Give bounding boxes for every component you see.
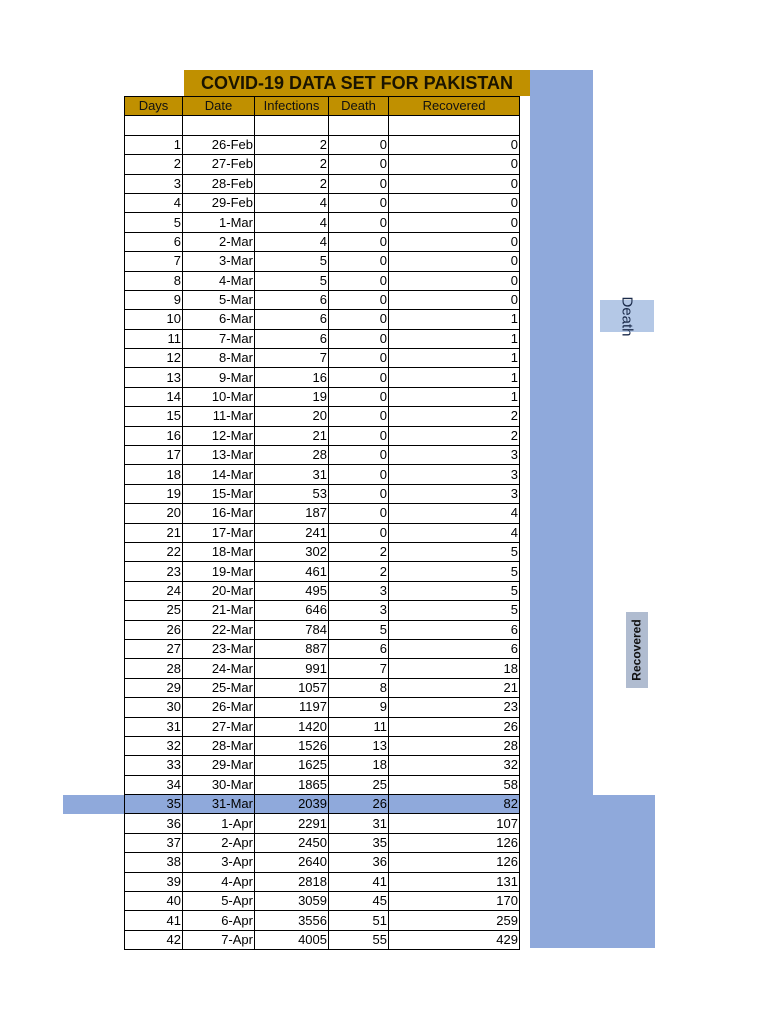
cell-days[interactable]: 40 [125,892,183,911]
cell-death[interactable]: 0 [329,349,389,368]
cell-recovered[interactable]: 3 [389,484,520,503]
cell-days[interactable]: 7 [125,252,183,271]
cell-days[interactable]: 36 [125,814,183,833]
cell-recovered[interactable]: 18 [389,659,520,678]
table-row [125,271,520,290]
cell-days[interactable]: 37 [125,833,183,852]
cell-days[interactable]: 33 [125,756,183,775]
cell-infections[interactable]: 4 [255,232,329,251]
cell-death[interactable]: 9 [329,698,389,717]
cell-infections[interactable]: 2291 [255,814,329,833]
cell-date[interactable]: 1-Apr [183,814,255,833]
cell-date[interactable]: 6-Apr [183,911,255,930]
cell-date[interactable]: 5-Apr [183,892,255,911]
table-row [125,678,520,697]
cell-death[interactable]: 26 [329,795,389,814]
table-row [125,213,520,232]
cell-infections[interactable]: 461 [255,562,329,581]
cell-infections[interactable]: 1526 [255,736,329,755]
cell-death[interactable]: 0 [329,193,389,212]
cell-days[interactable]: 3 [125,174,183,193]
cell[interactable] [329,116,389,135]
cell-death[interactable]: 0 [329,484,389,503]
cell-date[interactable]: 26-Feb [183,135,255,154]
cell-infections[interactable]: 6 [255,310,329,329]
cell-infections[interactable]: 53 [255,484,329,503]
cell[interactable] [255,116,329,135]
cell-date[interactable]: 7-Apr [183,930,255,949]
cell-death[interactable]: 51 [329,911,389,930]
cell-recovered[interactable]: 1 [389,387,520,406]
cell-infections[interactable]: 887 [255,639,329,658]
cell-recovered[interactable]: 82 [389,795,520,814]
cell-infections[interactable]: 302 [255,542,329,561]
table-row [125,911,520,930]
cell-date[interactable]: 31-Mar [183,795,255,814]
cell-infections[interactable]: 2640 [255,853,329,872]
cell-death[interactable]: 2 [329,562,389,581]
table-row [125,756,520,775]
cell-date[interactable]: 3-Apr [183,853,255,872]
cell-date[interactable]: 25-Mar [183,678,255,697]
selection-bar-left [63,795,124,814]
cell-days[interactable]: 1 [125,135,183,154]
table-row [125,155,520,174]
cell-recovered[interactable]: 0 [389,155,520,174]
cell-days[interactable]: 13 [125,368,183,387]
cell-infections[interactable]: 495 [255,581,329,600]
table-row [125,601,520,620]
cell-death[interactable]: 18 [329,756,389,775]
cell-recovered[interactable]: 107 [389,814,520,833]
cell-infections[interactable]: 3556 [255,911,329,930]
table-row [125,853,520,872]
cell-infections[interactable]: 2039 [255,795,329,814]
cell-death[interactable]: 55 [329,930,389,949]
cell-days[interactable]: 26 [125,620,183,639]
cell-infections[interactable]: 784 [255,620,329,639]
cell-recovered[interactable]: 1 [389,310,520,329]
header-row [125,97,520,116]
cell-date[interactable]: 16-Mar [183,504,255,523]
cell-infections[interactable]: 6 [255,290,329,309]
table-row [125,523,520,542]
cell-date[interactable]: 9-Mar [183,368,255,387]
cell-days[interactable]: 2 [125,155,183,174]
table-row [125,620,520,639]
recovered-chart-label[interactable] [626,612,648,688]
cell-recovered[interactable]: 4 [389,504,520,523]
cell-death[interactable]: 31 [329,814,389,833]
cell-date[interactable]: 19-Mar [183,562,255,581]
cell-death[interactable]: 0 [329,504,389,523]
cell[interactable] [125,116,183,135]
table-row [125,639,520,658]
cell-date[interactable]: 26-Mar [183,698,255,717]
table-row [125,484,520,503]
table-row [125,542,520,561]
cell-recovered[interactable]: 259 [389,911,520,930]
cell-death[interactable]: 0 [329,310,389,329]
cell-infections[interactable]: 28 [255,446,329,465]
cell-death[interactable]: 5 [329,620,389,639]
cell-recovered[interactable]: 131 [389,872,520,891]
table-row [125,465,520,484]
header-infections[interactable]: Infections [255,97,329,116]
cell-date[interactable]: 28-Feb [183,174,255,193]
cell-infections[interactable]: 4005 [255,930,329,949]
table-row [125,833,520,852]
header-death[interactable]: Death [329,97,389,116]
cell-recovered[interactable]: 0 [389,271,520,290]
table-row [125,930,520,949]
cell[interactable] [389,116,520,135]
cell-recovered[interactable]: 5 [389,581,520,600]
cell-days[interactable]: 20 [125,504,183,523]
chart-shape-bottom [530,795,655,948]
cell-death[interactable]: 36 [329,853,389,872]
cell-infections[interactable]: 5 [255,252,329,271]
cell-recovered[interactable]: 58 [389,775,520,794]
cell-death[interactable]: 35 [329,833,389,852]
cell-days[interactable]: 18 [125,465,183,484]
cell-death[interactable]: 7 [329,659,389,678]
cell-days[interactable]: 12 [125,349,183,368]
cell-recovered[interactable]: 0 [389,232,520,251]
cell-date[interactable]: 11-Mar [183,407,255,426]
cell-death[interactable]: 0 [329,523,389,542]
cell-days[interactable]: 27 [125,639,183,658]
cell-date[interactable]: 22-Mar [183,620,255,639]
cell-death[interactable]: 0 [329,446,389,465]
header-recovered[interactable]: Recovered [389,97,520,116]
sheet-title: COVID-19 DATA SET FOR PAKISTAN [184,70,530,96]
cell-death[interactable]: 0 [329,213,389,232]
cell-days[interactable]: 21 [125,523,183,542]
cell-infections[interactable]: 21 [255,426,329,445]
cell-infections[interactable]: 646 [255,601,329,620]
cell-recovered[interactable]: 0 [389,290,520,309]
table-body [125,116,520,950]
table-row [125,698,520,717]
cell-death[interactable]: 0 [329,135,389,154]
cell-recovered[interactable]: 0 [389,174,520,193]
cell-recovered[interactable]: 1 [389,368,520,387]
cell-death[interactable]: 0 [329,387,389,406]
cell-recovered[interactable]: 5 [389,542,520,561]
table-row [125,310,520,329]
cell-date[interactable]: 17-Mar [183,523,255,542]
cell-death[interactable]: 0 [329,271,389,290]
cell-death[interactable]: 0 [329,407,389,426]
cell-infections[interactable]: 1197 [255,698,329,717]
cell-death[interactable]: 45 [329,892,389,911]
cell-date[interactable]: 24-Mar [183,659,255,678]
cell-recovered[interactable]: 23 [389,698,520,717]
table-row [125,426,520,445]
cell-recovered[interactable]: 21 [389,678,520,697]
cell-days[interactable]: 4 [125,193,183,212]
table-row [125,407,520,426]
cell-date[interactable]: 8-Mar [183,349,255,368]
cell-infections[interactable]: 2818 [255,872,329,891]
cell-recovered[interactable]: 0 [389,213,520,232]
table-row [125,795,520,814]
cell-infections[interactable]: 187 [255,504,329,523]
cell-days[interactable]: 10 [125,310,183,329]
cell-date[interactable]: 1-Mar [183,213,255,232]
cell-days[interactable]: 35 [125,795,183,814]
cell-recovered[interactable]: 0 [389,135,520,154]
cell-date[interactable]: 29-Feb [183,193,255,212]
table-row [125,193,520,212]
cell-death[interactable]: 0 [329,252,389,271]
table-row [125,252,520,271]
cell-days[interactable]: 29 [125,678,183,697]
cell-days[interactable]: 22 [125,542,183,561]
table-row [125,290,520,309]
cell-recovered[interactable]: 5 [389,562,520,581]
cell-date[interactable]: 10-Mar [183,387,255,406]
table-row [125,135,520,154]
table-row [125,659,520,678]
table-row [125,387,520,406]
cell-death[interactable]: 0 [329,174,389,193]
cell-date[interactable]: 30-Mar [183,775,255,794]
cell-days[interactable]: 30 [125,698,183,717]
cell-recovered[interactable]: 2 [389,426,520,445]
cell-infections[interactable]: 7 [255,349,329,368]
cell-infections[interactable]: 3059 [255,892,329,911]
cell-infections[interactable]: 2 [255,155,329,174]
table-row [125,814,520,833]
cell-date[interactable]: 3-Mar [183,252,255,271]
cell-death[interactable]: 0 [329,290,389,309]
cell-date[interactable]: 6-Mar [183,310,255,329]
recovered-label-text: Recovered [630,619,644,681]
cell-recovered[interactable]: 0 [389,252,520,271]
cell-death[interactable]: 25 [329,775,389,794]
cell-recovered[interactable]: 5 [389,601,520,620]
table-row [125,349,520,368]
table-row [125,892,520,911]
cell-date[interactable]: 4-Mar [183,271,255,290]
cell-recovered[interactable]: 126 [389,853,520,872]
cell-date[interactable]: 14-Mar [183,465,255,484]
cell-infections[interactable]: 1057 [255,678,329,697]
cell-death[interactable]: 41 [329,872,389,891]
chart-shape-top [530,70,593,795]
cell-days[interactable]: 9 [125,290,183,309]
cell-days[interactable]: 14 [125,387,183,406]
cell-death[interactable]: 2 [329,542,389,561]
death-chart-label[interactable] [600,295,654,337]
cell-recovered[interactable]: 32 [389,756,520,775]
cell-days[interactable]: 23 [125,562,183,581]
cell-days[interactable]: 31 [125,717,183,736]
cell-recovered[interactable]: 6 [389,639,520,658]
table-row [125,581,520,600]
cell-infections[interactable]: 31 [255,465,329,484]
cell-days[interactable]: 8 [125,271,183,290]
cell-infections[interactable]: 2 [255,174,329,193]
cell-date[interactable]: 2-Apr [183,833,255,852]
cell-death[interactable]: 8 [329,678,389,697]
cell-days[interactable]: 17 [125,446,183,465]
cell-days[interactable]: 32 [125,736,183,755]
cell-recovered[interactable]: 6 [389,620,520,639]
cell-infections[interactable]: 1420 [255,717,329,736]
cell-date[interactable]: 27-Feb [183,155,255,174]
cell-days[interactable]: 41 [125,911,183,930]
cell-death[interactable]: 0 [329,368,389,387]
table-row [125,736,520,755]
cell-death[interactable]: 0 [329,465,389,484]
cell-infections[interactable]: 991 [255,659,329,678]
cell-death[interactable]: 6 [329,639,389,658]
cell-recovered[interactable]: 3 [389,465,520,484]
cell-date[interactable]: 7-Mar [183,329,255,348]
cell-date[interactable]: 29-Mar [183,756,255,775]
data-table [124,96,520,950]
cell-date[interactable]: 28-Mar [183,736,255,755]
cell-death[interactable]: 3 [329,581,389,600]
cell-recovered[interactable]: 28 [389,736,520,755]
cell-days[interactable]: 11 [125,329,183,348]
cell-infections[interactable]: 1865 [255,775,329,794]
table-row [125,717,520,736]
cell-days[interactable]: 16 [125,426,183,445]
cell-days[interactable]: 39 [125,872,183,891]
cell-days[interactable]: 6 [125,232,183,251]
blank-row [125,116,520,135]
cell-days[interactable]: 5 [125,213,183,232]
table-row [125,872,520,891]
cell-infections[interactable]: 241 [255,523,329,542]
cell-date[interactable]: 27-Mar [183,717,255,736]
table-row [125,775,520,794]
cell-infections[interactable]: 6 [255,329,329,348]
table-row [125,232,520,251]
cell-recovered[interactable]: 0 [389,193,520,212]
table-row [125,446,520,465]
cell-date[interactable]: 5-Mar [183,290,255,309]
cell-date[interactable]: 4-Apr [183,872,255,891]
death-label-text: Death [618,295,636,337]
cell-date[interactable]: 21-Mar [183,601,255,620]
cell-recovered[interactable]: 1 [389,329,520,348]
cell-date[interactable]: 12-Mar [183,426,255,445]
cell-infections[interactable]: 16 [255,368,329,387]
cell-recovered[interactable]: 3 [389,446,520,465]
cell-days[interactable]: 34 [125,775,183,794]
cell-death[interactable]: 3 [329,601,389,620]
cell-infections[interactable]: 4 [255,213,329,232]
cell-recovered[interactable]: 26 [389,717,520,736]
cell-recovered[interactable]: 4 [389,523,520,542]
cell-days[interactable]: 25 [125,601,183,620]
cell-date[interactable]: 2-Mar [183,232,255,251]
cell-days[interactable]: 38 [125,853,183,872]
cell-death[interactable]: 13 [329,736,389,755]
header-date[interactable]: Date [183,97,255,116]
cell-infections[interactable]: 2 [255,135,329,154]
cell-days[interactable]: 15 [125,407,183,426]
cell-infections[interactable]: 4 [255,193,329,212]
cell-infections[interactable]: 2450 [255,833,329,852]
cell-date[interactable]: 18-Mar [183,542,255,561]
cell-days[interactable]: 19 [125,484,183,503]
cell-infections[interactable]: 20 [255,407,329,426]
cell-days[interactable]: 42 [125,930,183,949]
cell-recovered[interactable]: 429 [389,930,520,949]
cell-infections[interactable]: 19 [255,387,329,406]
cell-days[interactable]: 28 [125,659,183,678]
cell-recovered[interactable]: 1 [389,349,520,368]
table-row [125,329,520,348]
table-row [125,174,520,193]
cell-infections[interactable]: 5 [255,271,329,290]
cell-infections[interactable]: 1625 [255,756,329,775]
cell-recovered[interactable]: 2 [389,407,520,426]
table-row [125,562,520,581]
cell-date[interactable]: 13-Mar [183,446,255,465]
cell[interactable] [183,116,255,135]
header-days[interactable]: Days [125,97,183,116]
cell-days[interactable]: 24 [125,581,183,600]
cell-death[interactable]: 0 [329,232,389,251]
cell-date[interactable]: 20-Mar [183,581,255,600]
cell-death[interactable]: 11 [329,717,389,736]
cell-death[interactable]: 0 [329,155,389,174]
cell-recovered[interactable]: 126 [389,833,520,852]
cell-death[interactable]: 0 [329,426,389,445]
cell-death[interactable]: 0 [329,329,389,348]
cell-date[interactable]: 23-Mar [183,639,255,658]
cell-recovered[interactable]: 170 [389,892,520,911]
table-row [125,504,520,523]
table-row [125,368,520,387]
cell-date[interactable]: 15-Mar [183,484,255,503]
